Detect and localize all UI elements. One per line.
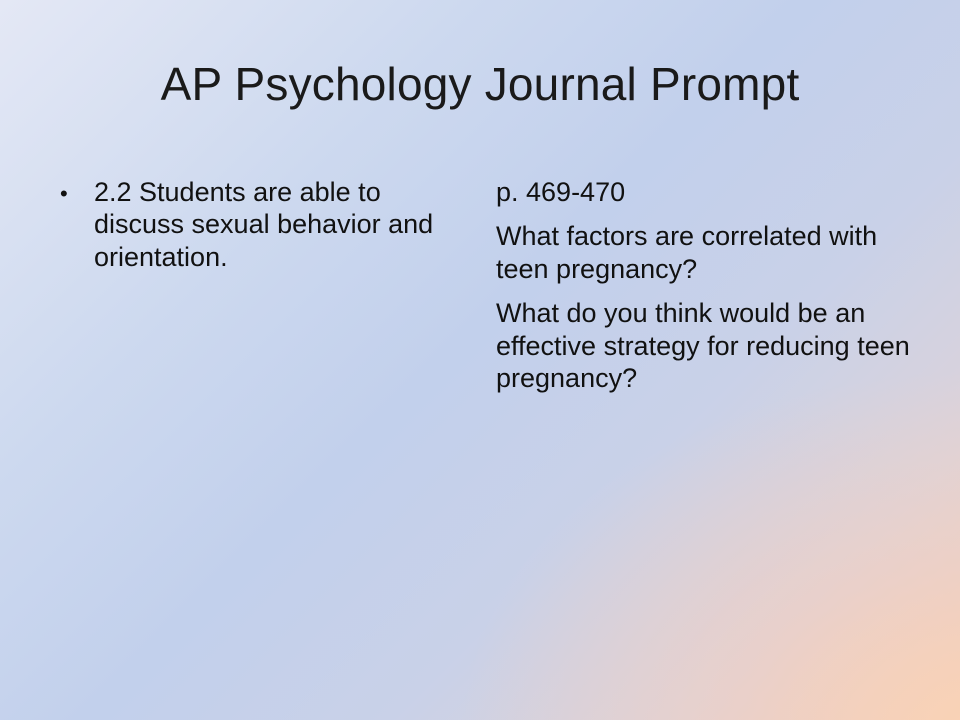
- left-column: [60, 176, 460, 273]
- bullet-item: [60, 176, 460, 273]
- bullet-text: 2.2 Students are able to discuss sexual behavior and orientation.: [94, 177, 434, 272]
- page-reference: p. 469-470: [496, 177, 626, 207]
- right-column: [496, 176, 916, 406]
- slide-title: AP Psychology Journal Prompt: [160, 58, 800, 110]
- question-factors: What factors are correlated with teen pregnancy?: [496, 221, 878, 284]
- bullet-icon: •: [60, 181, 68, 206]
- question-strategy: What do you think would be an effective strategy for reducing teen pregnancy?: [496, 298, 910, 393]
